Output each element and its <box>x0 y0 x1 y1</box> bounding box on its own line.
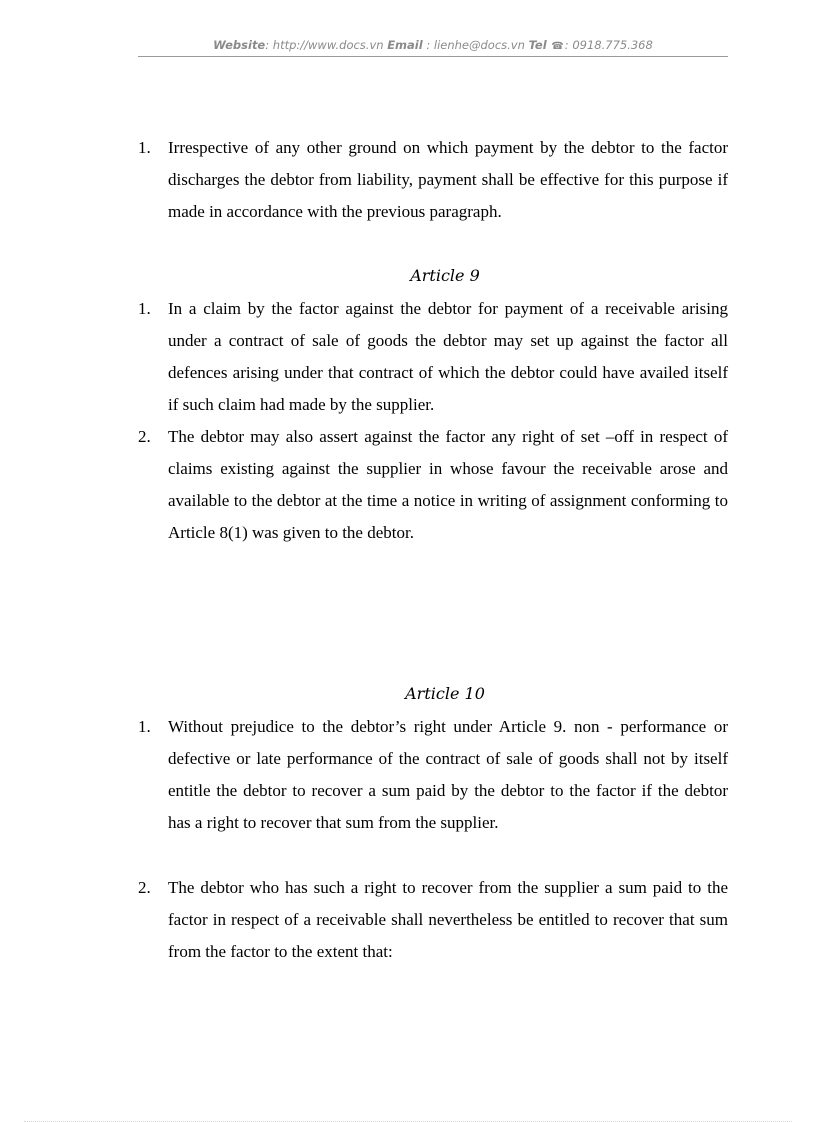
tel-label: Tel <box>528 38 547 52</box>
page-bottom-divider <box>24 1121 792 1122</box>
list-item <box>138 711 728 839</box>
item-text: Without prejudice to the debtor’s right under Article 9. non - performance or defective or late performance of the contract of sale of goods shall not by itself entitle the debtor to recover a sum paid by the debtor to the factor if the debtor has a right to recover that sum from the supplier. <box>168 717 728 832</box>
website-value: : http://www.docs.vn <box>265 38 384 52</box>
list-item <box>138 293 728 421</box>
list-item <box>138 132 728 228</box>
list-item <box>138 872 728 968</box>
item-number: 1. <box>138 717 151 736</box>
item-number: 2. <box>138 427 151 446</box>
article-10-heading: Article 10 <box>405 684 485 703</box>
tel-value: : 0918.775.368 <box>564 38 653 52</box>
item-text: Irrespective of any other ground on which payment by the debtor to the factor discharges the debtor from liability, payment shall be effective for this purpose if made in accordance with the previous paragraph. <box>168 138 728 221</box>
item-number: 2. <box>138 878 151 897</box>
item-text: The debtor who has such a right to recover from the supplier a sum paid to the factor in respect of a receivable shall nevertheless be entitled to recover that sum from the factor to the extent that: <box>168 878 728 961</box>
email-label: Email <box>387 38 423 52</box>
email-value: : lienhe@docs.vn <box>426 38 525 52</box>
item-text: The debtor may also assert against the factor any right of set –off in respect of claims existing against the supplier in whose favour the receivable arose and available to the debtor at the time a notice in writing of assignment conforming to Article 8(1) was given to the debtor. <box>168 427 728 542</box>
phone-icon: ☎ <box>551 41 564 52</box>
item-number: 1. <box>138 138 151 157</box>
website-label: Website <box>213 38 266 52</box>
page-header <box>138 37 728 57</box>
list-item <box>138 421 728 549</box>
item-number: 1. <box>138 299 151 318</box>
article-9-heading: Article 9 <box>410 266 480 285</box>
item-text: In a claim by the factor against the debtor for payment of a receivable arising under a contract of sale of goods the debtor may set up against the factor all defences arising under that contract of which the debtor could have availed itself if such claim had made by the supplier. <box>168 299 728 414</box>
